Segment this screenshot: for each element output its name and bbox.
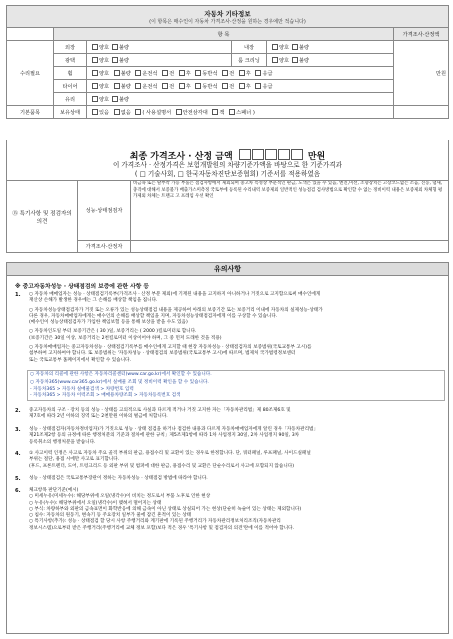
notice-item-2 — [15, 408, 445, 421]
notice-line: ○ 자동차성능상태점검자가 거짓 또는 오류가 있는 성능상태점검 내용을 제공하여 아래의 보증기간 또는 보증거리 이내에 자동차의 실제성능·상태가 — [29, 307, 323, 313]
checkbox[interactable] — [112, 57, 118, 63]
checkbox[interactable] — [222, 70, 228, 76]
basic-status-label: 보유상태 — [54, 106, 87, 119]
opt-label: 없음 — [120, 109, 131, 116]
opt-label: 전 — [169, 70, 175, 77]
checkbox[interactable] — [114, 83, 120, 89]
final-price-section — [6, 140, 449, 180]
opt-label: 후 — [245, 83, 251, 90]
notice-line: 제7호에 따라 2년 이하의 징역 또는 2천만원 이하의 벌금에 처합니다. — [29, 414, 168, 420]
item-number: 4. — [15, 451, 21, 457]
notice-line: ○ 누유(누수): 해당부위에서 오일(냉각수)이 맺혀서 떨어지는 상태 — [29, 500, 162, 506]
notice-line: 성능 · 상태점검은 국토교통부장관이 정하는 자동차성능 · 상태점검 방법에 따라야 합니다. — [29, 476, 208, 481]
section-subtitle: (이 항목은 매수인이 자동차 가격조사·산정을 원하는 경우에만 적습니다) — [149, 18, 306, 25]
pricer-field[interactable] — [131, 241, 449, 253]
opt-label: 안전삼각대 — [182, 109, 208, 116]
checkbox[interactable] — [229, 109, 235, 115]
notice-item-4 — [15, 451, 445, 470]
notice-line: ○ 미세누유(미세누수): 해당부위에 오일(냉각수)이 비치는 정도로서 부품 노후로 인한 현상 — [29, 494, 211, 500]
checkbox[interactable] — [255, 83, 261, 89]
price-col-header: 가격조사·산정액 — [394, 28, 449, 41]
opinion-label: ⑮ 특기사항 및 점검자의 의견 — [7, 181, 78, 253]
notice-item-3 — [15, 427, 445, 446]
final-price-title: 최종 가격조사 · 산정 금액 — [129, 152, 233, 162]
checkbox[interactable] — [114, 109, 120, 115]
opt-label: 운전석 — [142, 83, 158, 90]
notice-line: (매수인이 성능상태점검자가 가입한 책임보험 등을 통해 보상을 받을 수도 있음) — [29, 320, 188, 326]
opt-label: 후 — [185, 70, 191, 77]
notice-line: ① 사고이력 인정은 사고로 자동차 주요 골격 부위의 판금, 용접수리 및 교환이 있는 경우로 한정합니다. 단, 쿼터패널, 루프패널, 사이드실패널 — [29, 451, 311, 456]
notice-heading: ※ 중고자동차성능 · 상태점검의 보증에 관한 사항 등 — [15, 284, 149, 290]
item-col-header: 항 목 — [54, 28, 394, 41]
notice-line: 제21조제2항 등의 규정에 따른 행정처분의 기준과 절차에 관한 규칙」제5조제1항에 따라 1차 사업정지 30일, 2차 사업정지 90일, 3차 — [29, 433, 300, 439]
notice-line: ○ 자동차매매업자는 중고자동차성능 · 상태점검기록부를 매수인에게 고지할 때 현장 자동차성능 · 상태점검자의 보증범위(국토교통부 고시)를 — [29, 345, 312, 351]
checkbox[interactable] — [272, 44, 278, 50]
checkbox[interactable] — [195, 70, 201, 76]
checkbox[interactable] — [212, 109, 218, 115]
notice-line: ○ 자동차365(www.car365.go.kr)에서 실매물 조회 및 정비이력 확인을 할 수 있습니다. — [30, 380, 209, 386]
checkbox[interactable] — [255, 70, 261, 76]
section-title: 자동차 기타정보 — [204, 9, 251, 18]
opt-label: 불량 — [120, 70, 131, 77]
notice-line: 첨부하여 고지하여야 합니다. 또 보증범위는 '자동차성능 · 상태점검의 보증범위(국토교통부 고시)에 따르며, 법제처 국가법령정보센터 — [29, 351, 296, 357]
opt-label: 불량 — [299, 44, 310, 51]
notice-line: 등록취소의 행정처분을 받습니다. — [29, 439, 96, 445]
checkbox[interactable] — [92, 57, 98, 63]
final-price-unit: 만원 — [307, 152, 326, 162]
checkbox[interactable] — [162, 70, 168, 76]
notice-title: 유의사항 — [6, 262, 449, 276]
notice-line: - 자동차365 > 자동차 실매물검색 > 차량번호 입력 — [30, 386, 134, 392]
checkbox[interactable] — [179, 83, 185, 89]
opt-label: 양호 — [99, 57, 110, 64]
repair-amount-unit: 만원 — [394, 41, 449, 106]
opt-label: 응급 — [262, 83, 273, 90]
notice-line: (후드, 프론트펜더, 도어, 트렁크리드 등 외판 부위 및 범퍼에 대한 판금, 용접수리 및 교환은 단순수리로서 사고에 포함되지 않습니다) — [29, 463, 295, 469]
opt-label: 양호 — [99, 70, 110, 77]
opt-label: 전 — [229, 83, 235, 90]
notice-line: 다른 경우, 자동차매매업자에게는 매수인의 손해를 배상할 책임을 지며, 자동차성능상태점검자에게 이를 구상할 수 있습니다. — [29, 313, 278, 319]
inspector-opinion-text: 비금속 또는 탈부착 가능 부품은 점검사항에서 제외되며 중고차 특성상 부분적인 판금, 도색은 있을 수 있음, 엔진,미션, 조향장치는 고장코드없는 소음, 진동, 냄새, 충격에 대해서 보증불가 배출가스미측정 국토부에 등록된 수리내역 보증제외 일반적인 성능점검 검사방법으로 확인할 수 없는 정비이력 내용은 보증제외 차체형 평가제외 차체는 트랜크 고 프레임 우선 확인 — [131, 181, 449, 241]
opt-label: 스패너 ) — [236, 109, 255, 116]
checkbox[interactable] — [179, 70, 185, 76]
opt-label: 양호 — [279, 57, 290, 64]
notice-line: ○ 자동차의 리콜에 관한 사항은 자동차리콜센터(www.car.go.kr)에서 확인할 수 있습니다. — [30, 372, 212, 377]
opt-label: 불량 — [119, 57, 130, 64]
notice-line: ○ 자동차 매매업자는 성능 · 상태점검기록부(가격조사 · 산정 부분 제외)에 기재된 내용을 고지하지 아니하거나 거짓으로 고지함으로써 매수인에게 — [29, 292, 321, 297]
opt-label: 불량 — [120, 83, 131, 90]
notice-line: 재산상 손해가 발생한 경우에는 그 손해를 배상할 책임을 집니다. — [29, 298, 158, 304]
opt-label: 있음 — [99, 109, 110, 116]
vehicle-other-info-table — [6, 5, 449, 119]
opt-label: 응급 — [262, 70, 273, 77]
opt-label: 잭 — [219, 109, 225, 116]
pricer-label: 가격조사·산정자 — [78, 241, 131, 253]
opt-label: 동반석 — [202, 83, 218, 90]
checkbox[interactable] — [92, 96, 98, 102]
notice-line: (보증기간은 30일 이상, 보증거리는 2천킬로미터 이상이어야 하며, 그 중 먼저 도래한 것을 적용) — [29, 335, 222, 341]
opt-label: 전 — [229, 70, 235, 77]
checkbox[interactable] — [239, 83, 245, 89]
opt-label: 양호 — [99, 96, 110, 103]
opt-label: 양호 — [279, 44, 290, 51]
row-label-interior: 내장 — [232, 41, 267, 54]
recall-info-box — [15, 370, 445, 401]
row-label-exterior: 외장 — [54, 41, 87, 54]
opt-label: 양호 — [99, 44, 110, 51]
opt-label: 동반석 — [202, 70, 218, 77]
repair-group-label: 수리필요 — [7, 41, 54, 106]
checkbox[interactable] — [114, 70, 120, 76]
notice-body — [6, 275, 449, 634]
checkbox[interactable] — [222, 83, 228, 89]
notice-line: 체크항목 판단기준(예시) — [29, 488, 79, 493]
notice-item-6 — [15, 488, 445, 532]
opt-label: 전 — [169, 83, 175, 90]
opinion-table — [6, 180, 449, 253]
row-label-tire: 타이어 — [54, 80, 87, 93]
opt-label: 불량 — [119, 44, 130, 51]
opt-label: 후 — [245, 70, 251, 77]
opt-label: 불량 — [299, 57, 310, 64]
checkbox[interactable] — [135, 109, 141, 115]
checkbox[interactable] — [92, 109, 98, 115]
notice-line: 정보시스템)으로부터 받은 주행거리(주행거리에 교체 정보 포함)보다 적은 경우 '특기사항 및 점검자의 의견'란에 이를 적어야 합니다. — [29, 525, 295, 531]
item-number: 1. — [15, 292, 21, 298]
notice-line: ○ 부식: 차량하부와 외판의 금속표면이 화학반응에 의해 금속이 아닌 상태로 상실되어 가는 현상(단순히 녹슬어 있는 상태는 제외합니다) — [29, 506, 302, 512]
checkbox[interactable] — [135, 83, 141, 89]
row-label-glass: 유리 — [54, 93, 87, 106]
opt-label: 후 — [185, 83, 191, 90]
notice-line: 또는 국토교통부 홈페이지에서 확인할 수 있습니다. — [29, 357, 131, 363]
row-label-room-cleaning: 룸 크리닝 — [232, 54, 267, 67]
item-number: 6. — [15, 488, 21, 494]
notice-line: ○ 특기사항(추가): 성능 · 상태점검 할 당시 사항 주행거리와 계기판에 기록된 주행거리가 자동차관리정보처리조직(자동차관리 — [29, 519, 281, 525]
checkbox[interactable] — [239, 70, 245, 76]
final-desc-2: ( □ 기술사회, □ 한국자동차진단보증협회) 기준서를 적용하였음 — [134, 170, 321, 178]
checkbox[interactable] — [92, 70, 98, 76]
item-number: 2. — [15, 408, 21, 414]
final-desc-1: 이 가격조사 · 산정가격은 보험개발원의 차량기준가액을 바탕으로 한 기준가격과 — [112, 161, 343, 169]
checkbox[interactable] — [112, 44, 118, 50]
checkbox[interactable] — [195, 83, 201, 89]
item-number: 3. — [15, 427, 21, 433]
row-label-gloss: 광택 — [54, 54, 87, 67]
checkbox[interactable] — [92, 44, 98, 50]
inspector-label: 성능·상태점검자 — [78, 181, 131, 241]
opt-label: 양호 — [99, 83, 110, 90]
notice-item-1 — [15, 292, 445, 364]
notice-line: ○ 침수: 자동차의 원동기, 변속기 등 주요장치 일부가 물에 잠긴 흔적이 있는 상태 — [29, 513, 192, 519]
notice-line: 성능 · 상태점검자(자동차정비업자)가 거짓으로 성능 · 상태 점검을 하거나 점검한 내용과 다르게 자동차매매업자에게 알린 경우「자동차관리법」 — [29, 427, 319, 432]
section-header — [7, 6, 449, 28]
item-number: 5. — [15, 476, 21, 482]
notice-item-5 — [15, 476, 445, 482]
opt-label: 불량 — [119, 96, 130, 103]
basic-items-label: 기본품목 — [7, 106, 54, 119]
row-label-wheel: 휠 — [54, 67, 87, 80]
checkbox[interactable] — [92, 83, 98, 89]
notice-line: ○ 자동차인도일 부터 보증기간은 ( 30 )일, 보증거리는 ( 2000 )킬로미터로 합니다. — [29, 329, 197, 335]
checkbox[interactable] — [162, 83, 168, 89]
opt-label: 운전석 — [142, 70, 158, 77]
checkbox[interactable] — [292, 44, 298, 50]
checkbox[interactable] — [112, 96, 118, 102]
checkbox[interactable] — [272, 57, 278, 63]
checkbox[interactable] — [292, 57, 298, 63]
notice-line: - 자동차365 > 자동차 이력조회 > 매매용차량조회 > 자동차등록번호 검색 — [30, 392, 181, 398]
notice-line: 중고자동차의 구조 · 장치 등의 성능 · 상태를 고의적으로 사실과 다르게 적거나 거짓 고지한 자는「자동차관리법」제 80조제6호 및 — [29, 408, 291, 413]
opt-label: ( 사용설명서 — [142, 109, 172, 116]
notice-line: 부위는 절단, 용접 시에만 사고로 표기합니다. — [29, 457, 120, 463]
checkbox[interactable] — [135, 70, 141, 76]
checkbox[interactable] — [176, 109, 182, 115]
